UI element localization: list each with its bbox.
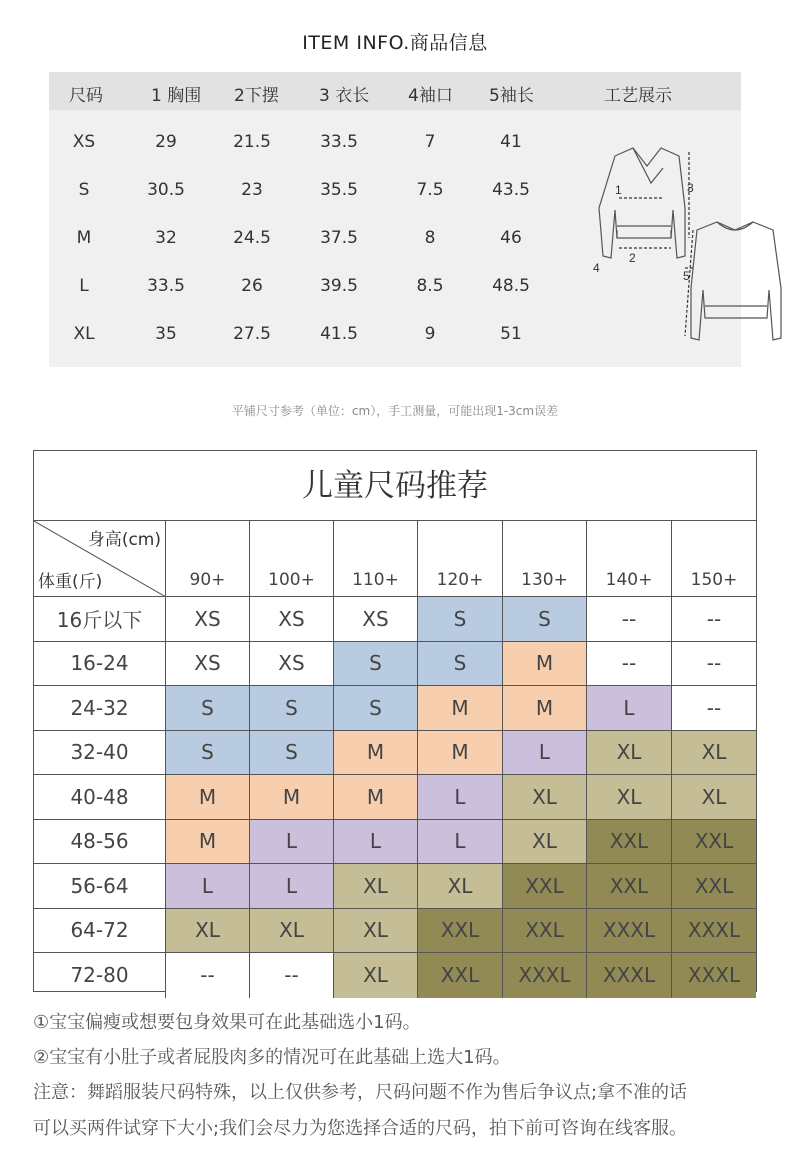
size-recommendation-cell: XL	[503, 820, 587, 865]
size-recommendation-cell: XXXL	[672, 953, 756, 998]
height-column-header: 110+	[334, 521, 418, 597]
footnote-4: 可以买两件试穿下大小;我们会尽力为您选择合适的尺码，拍下前可咨询在线客服。	[33, 1118, 688, 1139]
info-measurement-value: 23	[241, 180, 263, 200]
height-column-header: 120+	[418, 521, 503, 597]
info-measurement-value: 26	[241, 276, 263, 296]
size-recommendation-cell: L	[166, 864, 250, 909]
size-recommendation-cell: XXL	[418, 953, 503, 998]
info-size-label: M	[76, 228, 92, 248]
size-recommendation-cell: S	[418, 642, 503, 687]
size-recommendation-cell: L	[587, 686, 672, 731]
size-recommendation-cell: S	[250, 686, 334, 731]
info-header-cell: 尺码	[69, 86, 103, 106]
info-measurement-value: 8.5	[416, 276, 444, 296]
info-size-label: XS	[72, 132, 96, 152]
height-column-header: 150+	[672, 521, 756, 597]
info-measurement-value: 30.5	[147, 180, 185, 200]
weight-row-header: 56-64	[34, 864, 166, 909]
info-measurement-value: 41.5	[320, 324, 358, 344]
size-recommendation-cell: XL	[503, 775, 587, 820]
size-recommendation-cell: --	[250, 953, 334, 998]
info-measurement-value: 43.5	[492, 180, 530, 200]
size-info-header	[49, 72, 741, 110]
size-recommendation-cell: XXL	[503, 909, 587, 954]
weight-axis-label: 体重(斤)	[38, 572, 103, 592]
info-measurement-value: 21.5	[233, 132, 271, 152]
info-measurement-value: 32	[155, 228, 177, 248]
weight-row-header: 24-32	[34, 686, 166, 731]
size-recommendation-cell: XXL	[672, 864, 756, 909]
size-recommendation-cell: XS	[250, 642, 334, 687]
info-measurement-value: 48.5	[492, 276, 530, 296]
height-column-header: 90+	[166, 521, 250, 597]
size-recommendation-cell: XL	[587, 731, 672, 776]
info-measurement-value: 33.5	[147, 276, 185, 296]
size-recommendation-cell: --	[587, 597, 672, 642]
size-recommendation-cell: S	[503, 597, 587, 642]
info-measurement-value: 35	[155, 324, 177, 344]
size-recommendation-cell: S	[166, 731, 250, 776]
size-recommendation-cell: M	[250, 775, 334, 820]
item-info-title: ITEM INFO.商品信息	[302, 32, 488, 54]
size-recommendation-cell: --	[166, 953, 250, 998]
size-recommendation-cell: M	[166, 820, 250, 865]
size-recommendation-cell: --	[587, 642, 672, 687]
size-recommendation-cell: M	[503, 686, 587, 731]
size-recommendation-cell: XXXL	[672, 909, 756, 954]
size-recommendation-cell: M	[166, 775, 250, 820]
footnote-1: ①宝宝偏瘦或想要包身效果可在此基础选小1码。	[33, 1012, 421, 1033]
info-header-cell: 3 衣长	[319, 86, 370, 106]
diagram-label-4: 4	[593, 261, 600, 275]
info-measurement-value: 35.5	[320, 180, 358, 200]
info-size-label: XL	[73, 324, 95, 344]
size-recommendation-cell: S	[418, 597, 503, 642]
size-recommendation-cell: XL	[334, 864, 418, 909]
size-recommendation-cell: S	[334, 642, 418, 687]
weight-row-header: 72-80	[34, 953, 166, 998]
info-size-label: S	[78, 180, 90, 200]
info-measurement-value: 41	[500, 132, 522, 152]
height-axis-label: 身高(cm)	[87, 530, 161, 550]
weight-row-header: 40-48	[34, 775, 166, 820]
size-recommendation-cell: --	[672, 597, 756, 642]
footnote-3: 注意：舞蹈服装尺码特殊，以上仅供参考，尺码问题不作为售后争议点;拿不准的话	[33, 1082, 688, 1103]
info-measurement-value: 24.5	[233, 228, 271, 248]
size-recommendation-cell: L	[418, 775, 503, 820]
recommendation-title: 儿童尺码推荐	[34, 451, 756, 521]
size-recommendation-cell: S	[166, 686, 250, 731]
size-recommendation-cell: XS	[166, 642, 250, 687]
size-recommendation-cell: XXXL	[503, 953, 587, 998]
size-recommendation-cell: XL	[672, 775, 756, 820]
height-column-header: 130+	[503, 521, 587, 597]
info-header-cell: 工艺展示	[604, 86, 672, 106]
size-recommendation-cell: XL	[418, 864, 503, 909]
size-recommendation-cell: S	[250, 731, 334, 776]
size-recommendation-cell: M	[418, 686, 503, 731]
size-recommendation-cell: XL	[587, 775, 672, 820]
info-measurement-value: 9	[424, 324, 436, 344]
info-measurement-value: 27.5	[233, 324, 271, 344]
size-recommendation-cell: XL	[166, 909, 250, 954]
size-recommendation-cell: XXL	[587, 864, 672, 909]
info-measurement-value: 46	[500, 228, 522, 248]
size-recommendation-cell: XL	[334, 909, 418, 954]
weight-row-header: 48-56	[34, 820, 166, 865]
info-measurement-value: 7	[424, 132, 436, 152]
size-recommendation-cell: XXL	[503, 864, 587, 909]
size-recommendation-cell: XS	[250, 597, 334, 642]
height-column-header: 140+	[587, 521, 672, 597]
info-measurement-value: 39.5	[320, 276, 358, 296]
weight-row-header: 16斤以下	[34, 597, 166, 642]
weight-row-header: 16-24	[34, 642, 166, 687]
size-recommendation-cell: --	[672, 642, 756, 687]
diagram-label-3: 3	[687, 181, 694, 195]
size-recommendation-cell: XS	[334, 597, 418, 642]
size-recommendation-cell: L	[250, 864, 334, 909]
weight-row-header: 32-40	[34, 731, 166, 776]
size-recommendation-cell: XS	[166, 597, 250, 642]
size-recommendation-cell: S	[334, 686, 418, 731]
size-recommendation-cell: XL	[250, 909, 334, 954]
info-measurement-value: 51	[500, 324, 522, 344]
size-recommendation-cell: L	[334, 820, 418, 865]
info-measurement-value: 8	[424, 228, 436, 248]
diagram-label-2: 2	[629, 251, 636, 265]
size-recommendation-cell: --	[672, 686, 756, 731]
size-recommendation-cell: XXXL	[587, 909, 672, 954]
size-recommendation-cell: M	[334, 731, 418, 776]
info-header-cell: 4袖口	[408, 86, 453, 106]
size-recommendation-cell: M	[334, 775, 418, 820]
info-measurement-value: 37.5	[320, 228, 358, 248]
size-recommendation-cell: M	[503, 642, 587, 687]
diagram-label-1: 1	[615, 183, 622, 197]
weight-row-header: 64-72	[34, 909, 166, 954]
size-recommendation-cell: XXL	[672, 820, 756, 865]
size-recommendation-cell: L	[503, 731, 587, 776]
size-recommendation-cell: XL	[334, 953, 418, 998]
size-recommendation-cell: XXXL	[587, 953, 672, 998]
table-corner-header	[34, 521, 166, 597]
info-measurement-value: 33.5	[320, 132, 358, 152]
footnote-2: ②宝宝有小肚子或者屁股肉多的情况可在此基础上选大1码。	[33, 1047, 511, 1068]
size-recommendation-cell: XXL	[418, 909, 503, 954]
garment-measurement-diagram	[585, 138, 785, 363]
info-measurement-value: 29	[155, 132, 177, 152]
info-size-label: L	[79, 276, 89, 296]
size-recommendation-cell: L	[418, 820, 503, 865]
size-info-table	[49, 72, 741, 367]
info-header-cell: 5袖长	[489, 86, 534, 106]
size-recommendation-cell: XXL	[587, 820, 672, 865]
size-recommendation-table	[33, 450, 757, 992]
size-recommendation-cell: M	[418, 731, 503, 776]
measurement-note: 平铺尺寸参考（单位：cm），手工测量，可能出现1-3cm误差	[231, 404, 559, 418]
height-column-header: 100+	[250, 521, 334, 597]
info-header-cell: 2下摆	[234, 86, 279, 106]
info-measurement-value: 7.5	[416, 180, 444, 200]
size-recommendation-cell: L	[250, 820, 334, 865]
size-recommendation-cell: XL	[672, 731, 756, 776]
info-header-cell: 1 胸围	[151, 86, 202, 106]
diagram-label-5: 5	[683, 269, 690, 283]
